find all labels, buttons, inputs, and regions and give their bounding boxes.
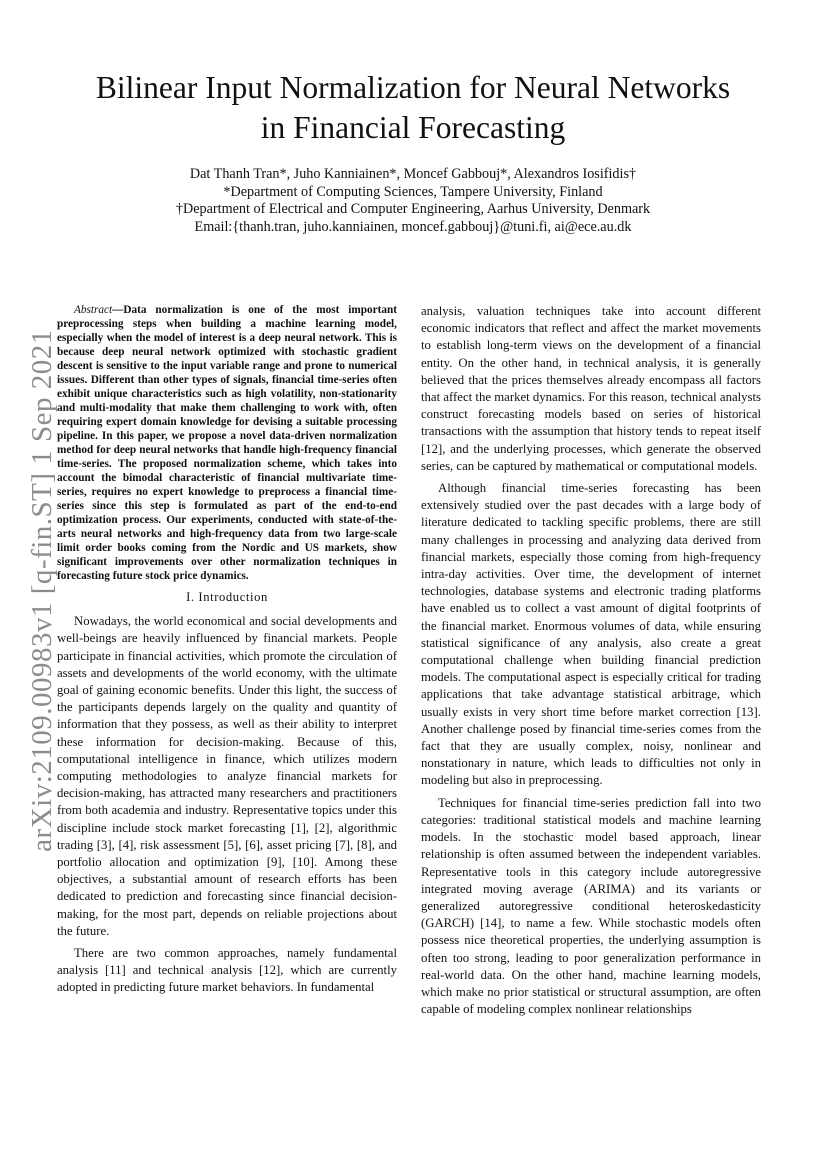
author-names: Dat Thanh Tran*, Juho Kanniainen*, Moncef Gabbouj*, Alexandros Iosifidis†	[189, 166, 637, 182]
author-block	[60, 166, 766, 236]
affiliation-tampere: *Department of Computing Sciences, Tampere University, Finland	[223, 183, 603, 200]
intro-paragraph-1: Nowadays, the world economical and social developments and well-beings are heavily influenced by financial markets. People participate in financial activities, which promote the circulation of assets and developments of the world economy, with the ultimate goal of gaining economic benefits. Under this light, the success of the participants depends largely on the quality and quantity of information that they possess, as well as their ability to interpret these information for decision-making. Because of this, computational intelligence in finance, which utilizes modern computing methodologies to analyze financial markets for decision-making, has attracted many researchers and practitioners from both academia and industry. Representative topics under this discipline include stock market forecasting [1], [2], algorithmic trading [3], [4], risk assessment [5], [6], asset pricing [7], [8], and portfolio allocation and optimization [9], [10]. Among these objectives, a substantial amount of research efforts has been dedicated to prediction and forecasting since financial decision-making, for the most part, depends on reliable projections about the future.	[57, 614, 397, 938]
section-heading-introduction: I. Introduction	[186, 590, 268, 604]
arxiv-stamp-text: arXiv:2109.00983v1 [q-fin.ST] 1 Sep 2021	[25, 328, 58, 852]
intro-paragraph-2-continued: analysis, valuation techniques take into account different economic indicators that reflect and affect the market movements to establish long-term views on the development of a financial entity. On the other hand, in technical analysis, it is generally believed that the prices themselves already encompass all factors that affect the market dynamics. For this reason, technical analysts construct forecasting models based on series of historical transactions with the assumption that history tends to repeat itself [12], and the underlying processes, which generate the observed series, can be captured by mathematical or computational models.	[421, 304, 761, 473]
affiliation-aarhus: †Department of Electrical and Computer Engineering, Aarhus University, Denmark	[175, 201, 651, 218]
intro-paragraph-3: Although financial time-series forecasting has been extensively studied over the past decades with a large body of literature dedicated to tackling specific problems, there are still many challenges in processing and analyzing data derived from financial markets, especially those coming from high-frequency intra-day activities. Over time, the development of internet technologies, database systems and electronic trading platforms have enabled us to collect a vast amount of digital footprints of the financial market. Enormous volumes of data, while ensuring statistical significance of any analysis, also create a great computational challenge when building financial prediction models. The computational aspect is especially critical for trading applications that take advantage statistical arbitrage, which usually exists in very short time before market correction [13]. Another challenge posed by financial time-series comes from the fact that they are usually complex, noisy, nonlinear and nonstationary in nature, which leads to difficulties not only in modeling but also in preprocessing.	[421, 481, 761, 788]
abstract-text: —Data normalization is one of the most important preprocessing steps when building a machine learning model, especially when the model of interest is a deep neural network. This is because deep neural network optimized with stochastic gradient descent is sensitive to the input variable range and prone to numerical issues. Different than other types of signals, financial time-series often exhibit unique characteristics such as high volatility, non-stationarity and multi-modality that make them challenging to work with, often requiring expert domain knowledge for devising a suitable processing pipeline. In this paper, we propose a novel data-driven normalization method for deep neural networks that handle high-frequency financial time-series. The proposed normalization scheme, which takes into account the bimodal characteristic of financial multivariate time-series, requires no expert knowledge to preprocess a financial time-series since this step is formulated as part of the end-to-end optimization process. Our experiments, conducted with state-of-the-arts neural networks and high-frequency data from two large-scale limit order books coming from the Nordic and US markets, show significant improvements over other normalization techniques in forecasting future stock price dynamics.	[57, 304, 397, 582]
left-column	[57, 303, 397, 1002]
intro-paragraph-2: There are two common approaches, namely fundamental analysis [11] and technical analysis [12], which are currently adopted in predicting future market behaviors. In fundamental	[57, 946, 397, 995]
abstract	[57, 303, 397, 583]
intro-paragraph-4: Techniques for financial time-series prediction fall into two categories: traditional statistical models and machine learning models. In the stochastic model based approach, linear relationship is often assumed between the independent variables. Representative tools in this category include autoregressive integrated moving average (ARIMA) and its variants or generalized autoregressive conditional heteroskedasticity (GARCH) [14], to name a few. While stochastic models often possess nice theoretical properties, the underlying assumption is often too strong, leading to poor generalization performance in real-world data. On the other hand, machine learning models, which make no prior statistical or structural assumption, are often capable of modeling complex nonlinear relationships	[421, 795, 761, 1017]
right-column	[421, 303, 761, 1023]
paper-title	[60, 68, 766, 148]
abstract-label: Abstract	[74, 304, 113, 316]
arxiv-identifier-stamp	[22, 328, 62, 852]
paper-title-line-1: Bilinear Input Normalization for Neural Networks	[95, 70, 731, 105]
author-emails: Email:{thanh.tran, juho.kanniainen, moncef.gabbouj}@tuni.fi, ai@ece.au.dk	[194, 218, 632, 235]
paper-title-line-2: in Financial Forecasting	[260, 110, 566, 145]
